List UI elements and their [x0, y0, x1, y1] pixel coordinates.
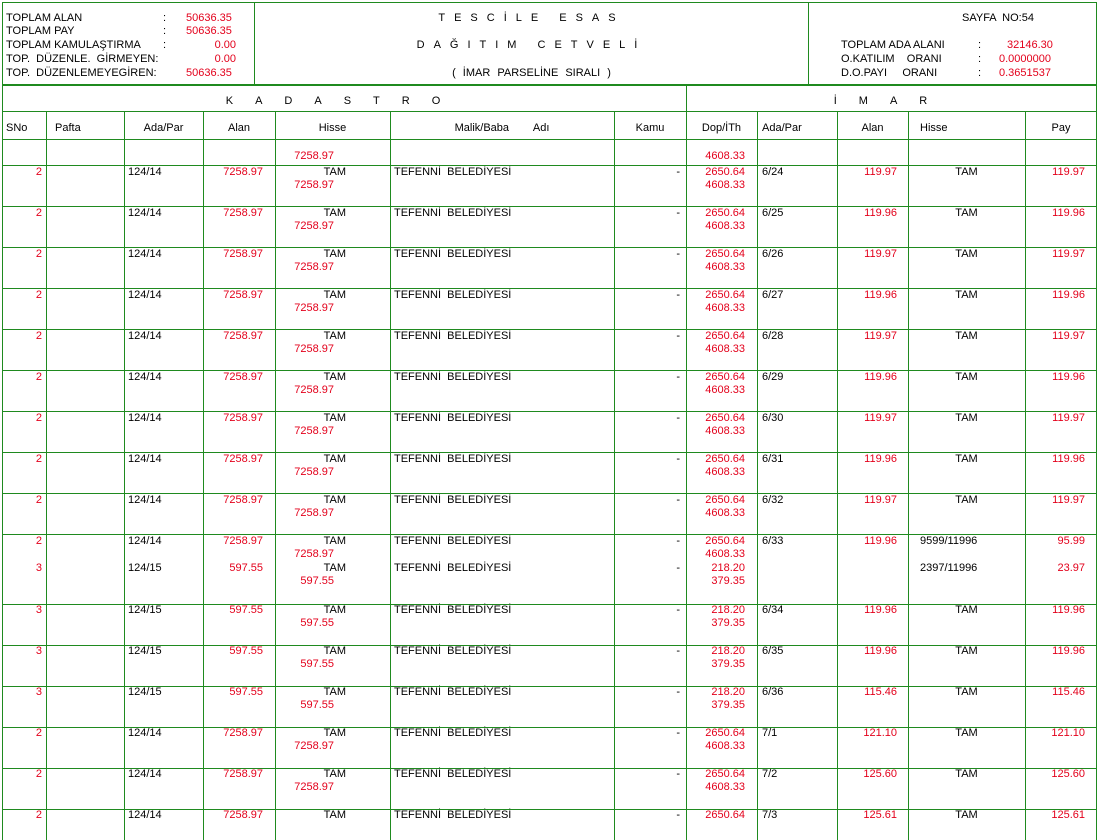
cell-imar-hisse: TAM	[955, 412, 978, 424]
cell-imar-hisse: TAM	[955, 809, 978, 821]
cell-sno: 2	[35, 727, 42, 739]
cell-imar-adapar: 7/1	[762, 727, 778, 739]
summary-label: TOP. DÜZENLEMEYEGİREN:	[6, 67, 157, 79]
summary-value: 50636.35	[186, 25, 232, 37]
cell-adapar: 124/15	[128, 686, 162, 698]
cell-alan: 597.55	[229, 645, 263, 657]
cell-imar-adapar: 6/36	[762, 686, 784, 698]
cell-hisse: TAM	[323, 248, 346, 260]
cell-dop: 218.20	[711, 645, 745, 657]
cell-alan: 7258.97	[223, 494, 263, 506]
summary-label: TOPLAM ALAN	[6, 12, 83, 24]
row-divider	[2, 645, 1097, 646]
cell-kamu: -	[676, 686, 680, 698]
cell-pay: 119.96	[1052, 604, 1085, 616]
row-divider	[2, 604, 1097, 605]
cell-malik: TEFENNİ BELEDİYESİ	[394, 371, 512, 383]
cell-alan: 7258.97	[223, 371, 263, 383]
cell-kamu: -	[676, 562, 680, 574]
col-line	[46, 111, 47, 840]
col-malik: Malik/Baba Adı	[454, 122, 550, 134]
cell-dop2: 4608.33	[705, 261, 745, 273]
section-divider	[2, 111, 1097, 112]
row-divider	[2, 165, 1097, 166]
row-divider	[2, 686, 1097, 687]
cell-hisse2: 7258.97	[294, 384, 334, 396]
cell-dop: 2650.64	[705, 248, 745, 260]
cell-pay: 119.97	[1052, 494, 1085, 506]
section-kadastro: KADASTRO	[225, 95, 463, 107]
cell-hisse2: 597.55	[300, 575, 334, 587]
cell-dop2: 379.35	[711, 617, 745, 629]
summary-sep: :	[163, 39, 167, 51]
cell-pay: 119.96	[1052, 289, 1085, 301]
cell-adapar: 124/14	[128, 207, 162, 219]
cell-imar-hisse: TAM	[955, 768, 978, 780]
cell-adapar: 124/14	[128, 768, 162, 780]
cell-kamu: -	[676, 289, 680, 301]
carry-hisse: 7258.97	[294, 150, 334, 162]
cell-imar-adapar: 7/3	[762, 809, 778, 821]
cell-hisse2: 7258.97	[294, 343, 334, 355]
cell-adapar: 124/14	[128, 494, 162, 506]
cell-sno: 2	[35, 768, 42, 780]
cell-dop: 218.20	[711, 562, 745, 574]
summary-sep: :	[978, 53, 982, 65]
cell-imar-alan: 121.10	[863, 727, 897, 739]
cell-pay: 119.97	[1052, 248, 1085, 260]
cell-imar-alan: 119.96	[864, 453, 897, 465]
cell-dop2: 4608.33	[705, 220, 745, 232]
row-divider	[2, 727, 1097, 728]
row-divider	[2, 288, 1097, 289]
cell-dop: 2650.64	[705, 494, 745, 506]
cell-imar-alan: 119.97	[864, 166, 897, 178]
row-divider	[2, 534, 1097, 535]
title-line-2: DAĞITIM CETVELİ	[416, 39, 647, 51]
title-line-3: ( İMAR PARSELİNE SIRALI )	[452, 67, 611, 79]
cell-alan: 7258.97	[223, 535, 263, 547]
cell-adapar: 124/14	[128, 248, 162, 260]
cell-alan: 7258.97	[223, 330, 263, 342]
cell-hisse: TAM	[323, 604, 346, 616]
cell-imar-hisse: TAM	[955, 727, 978, 739]
cell-sno: 2	[35, 809, 42, 821]
cell-hisse: TAM	[323, 562, 346, 574]
cell-adapar: 124/14	[128, 166, 162, 178]
col-hisse: Hisse	[318, 122, 347, 134]
cell-kamu: -	[676, 371, 680, 383]
cell-adapar: 124/15	[128, 562, 162, 574]
cell-dop2: 4608.33	[705, 384, 745, 396]
cell-pay: 119.97	[1052, 166, 1085, 178]
cell-imar-hisse: TAM	[955, 371, 978, 383]
page-number: SAYFA NO:54	[962, 12, 1034, 24]
cell-hisse2: 7258.97	[294, 220, 334, 232]
cell-hisse: TAM	[323, 371, 346, 383]
cell-adapar: 124/14	[128, 289, 162, 301]
cell-sno: 2	[35, 494, 42, 506]
col-adapar: Ada/Par	[143, 122, 184, 134]
cell-adapar: 124/14	[128, 371, 162, 383]
cell-hisse: TAM	[323, 768, 346, 780]
cell-dop: 2650.64	[705, 412, 745, 424]
cell-malik: TEFENNİ BELEDİYESİ	[394, 809, 512, 821]
section-imar: İMAR	[833, 95, 950, 107]
cell-dop2: 379.35	[711, 699, 745, 711]
cell-adapar: 124/14	[128, 330, 162, 342]
col-alan: Alan	[227, 122, 251, 134]
title-line-1: TESCİLE ESAS	[438, 12, 625, 24]
cell-hisse2: 7258.97	[294, 302, 334, 314]
cell-dop2: 4608.33	[705, 466, 745, 478]
cell-dop2: 379.35	[711, 575, 745, 587]
cell-imar-alan: 119.96	[864, 289, 897, 301]
col-imar-alan: Alan	[861, 122, 884, 134]
cell-dop2: 4608.33	[705, 425, 745, 437]
cell-kamu: -	[676, 412, 680, 424]
cell-hisse2: 7258.97	[294, 507, 334, 519]
cell-alan: 597.55	[229, 562, 263, 574]
cell-imar-alan: 119.96	[864, 535, 897, 547]
cell-hisse: TAM	[323, 289, 346, 301]
cell-hisse: TAM	[323, 535, 346, 547]
cell-dop2: 4608.33	[705, 740, 745, 752]
row-divider	[2, 493, 1097, 494]
cell-imar-hisse: TAM	[955, 453, 978, 465]
cell-imar-hisse: TAM	[955, 166, 978, 178]
cell-imar-adapar: 6/35	[762, 645, 784, 657]
summary-value: 0.00	[214, 53, 236, 65]
col-line	[124, 111, 125, 840]
cell-kamu: -	[676, 535, 680, 547]
cell-dop: 218.20	[711, 686, 745, 698]
cell-hisse: TAM	[323, 412, 346, 424]
summary-sep: :	[163, 12, 167, 24]
header-divider	[2, 139, 1097, 140]
cell-imar-alan: 125.60	[863, 768, 897, 780]
cell-hisse2: 7258.97	[294, 261, 334, 273]
cell-hisse: TAM	[323, 207, 346, 219]
cell-pay: 125.60	[1051, 768, 1085, 780]
cell-sno: 2	[35, 207, 42, 219]
cell-sno: 2	[35, 166, 42, 178]
cell-dop2: 4608.33	[705, 302, 745, 314]
cell-adapar: 124/14	[128, 809, 162, 821]
cell-adapar: 124/14	[128, 727, 162, 739]
cell-imar-hisse: 2397/11996	[920, 562, 978, 574]
cell-imar-hisse: TAM	[955, 289, 978, 301]
cell-alan: 7258.97	[223, 248, 263, 260]
summary-sep: :	[978, 39, 982, 51]
cell-adapar: 124/15	[128, 604, 162, 616]
cell-imar-alan: 119.97	[864, 412, 897, 424]
cell-alan: 7258.97	[223, 453, 263, 465]
cell-malik: TEFENNİ BELEDİYESİ	[394, 330, 512, 342]
cell-imar-hisse: 9599/11996	[920, 535, 978, 547]
cell-dop: 2650.64	[705, 727, 745, 739]
cell-malik: TEFENNİ BELEDİYESİ	[394, 412, 512, 424]
cell-dop2: 4608.33	[705, 507, 745, 519]
cell-dop: 218.20	[711, 604, 745, 616]
summary-sep: :	[978, 67, 982, 79]
cell-alan: 597.55	[229, 604, 263, 616]
row-divider	[2, 411, 1097, 412]
col-imar-hisse: Hisse	[920, 122, 948, 134]
cell-hisse: TAM	[323, 809, 346, 821]
cell-imar-adapar: 6/32	[762, 494, 784, 506]
cell-hisse: TAM	[323, 330, 346, 342]
cell-imar-alan: 119.96	[864, 604, 897, 616]
cell-malik: TEFENNİ BELEDİYESİ	[394, 453, 512, 465]
cell-pay: 119.97	[1052, 412, 1085, 424]
cell-dop: 2650.64	[705, 809, 745, 821]
cell-adapar: 124/14	[128, 453, 162, 465]
cell-hisse2: 597.55	[300, 658, 334, 670]
summary-value: 0.3651537	[999, 67, 1051, 79]
cell-kamu: -	[676, 768, 680, 780]
cell-dop: 2650.64	[705, 166, 745, 178]
cell-sno: 2	[35, 371, 42, 383]
cell-dop: 2650.64	[705, 371, 745, 383]
row-divider	[2, 768, 1097, 769]
row-divider	[2, 206, 1097, 207]
cell-dop2: 379.35	[711, 658, 745, 670]
cell-hisse2: 7258.97	[294, 425, 334, 437]
col-imar-adapar: Ada/Par	[762, 122, 802, 134]
cell-imar-alan: 125.61	[863, 809, 897, 821]
cell-alan: 7258.97	[223, 207, 263, 219]
cell-kamu: -	[676, 166, 680, 178]
cell-sno: 3	[35, 645, 42, 657]
cell-pay: 121.10	[1051, 727, 1085, 739]
row-divider	[2, 247, 1097, 248]
cell-adapar: 124/14	[128, 412, 162, 424]
cell-dop: 2650.64	[705, 768, 745, 780]
cell-malik: TEFENNİ BELEDİYESİ	[394, 727, 512, 739]
summary-label: O.KATILIM ORANI	[841, 53, 942, 65]
cell-imar-adapar: 6/28	[762, 330, 784, 342]
col-kamu: Kamu	[635, 122, 665, 134]
cell-imar-hisse: TAM	[955, 248, 978, 260]
cell-alan: 7258.97	[223, 727, 263, 739]
summary-label: TOPLAM PAY	[6, 25, 75, 37]
cell-kamu: -	[676, 604, 680, 616]
cell-pay: 115.46	[1052, 686, 1085, 698]
cell-imar-alan: 119.97	[864, 330, 897, 342]
cell-alan: 7258.97	[223, 289, 263, 301]
cell-hisse2: 597.55	[300, 617, 334, 629]
col-line	[614, 111, 615, 840]
cell-malik: TEFENNİ BELEDİYESİ	[394, 768, 512, 780]
cell-alan: 597.55	[229, 686, 263, 698]
summary-value: 32146.30	[1007, 39, 1053, 51]
row-divider	[2, 329, 1097, 330]
col-dop: Dop/İTh	[701, 122, 742, 134]
col-line	[390, 111, 391, 840]
cell-malik: TEFENNİ BELEDİYESİ	[394, 207, 512, 219]
cell-pay: 119.97	[1052, 330, 1085, 342]
cell-hisse2: 7258.97	[294, 179, 334, 191]
cell-imar-hisse: TAM	[955, 604, 978, 616]
cell-hisse2: 7258.97	[294, 781, 334, 793]
cell-sno: 3	[35, 686, 42, 698]
cell-malik: TEFENNİ BELEDİYESİ	[394, 535, 512, 547]
cell-pay: 119.96	[1052, 453, 1085, 465]
cell-sno: 3	[35, 562, 42, 574]
summary-label: D.O.PAYI ORANI	[841, 67, 938, 79]
cell-imar-adapar: 6/33	[762, 535, 784, 547]
cell-hisse: TAM	[323, 494, 346, 506]
row-divider	[2, 809, 1097, 810]
summary-value: 0.00	[214, 39, 236, 51]
cell-adapar: 124/15	[128, 645, 162, 657]
cell-alan: 7258.97	[223, 768, 263, 780]
cell-dop: 2650.64	[705, 289, 745, 301]
cell-hisse: TAM	[323, 727, 346, 739]
cell-malik: TEFENNİ BELEDİYESİ	[394, 604, 512, 616]
cell-dop: 2650.64	[705, 453, 745, 465]
cell-dop: 2650.64	[705, 535, 745, 547]
summary-value: 50636.35	[186, 12, 232, 24]
cell-imar-adapar: 6/27	[762, 289, 784, 301]
cell-imar-alan: 115.46	[864, 686, 897, 698]
summary-sep: :	[163, 25, 167, 37]
cell-dop2: 4608.33	[705, 781, 745, 793]
cell-malik: TEFENNİ BELEDİYESİ	[394, 494, 512, 506]
summary-label: TOPLAM KAMULAŞTIRMA	[6, 39, 141, 51]
cell-sno: 2	[35, 535, 42, 547]
cell-hisse2: 597.55	[300, 699, 334, 711]
summary-label: TOPLAM ADA ALANI	[841, 39, 945, 51]
cell-kamu: -	[676, 248, 680, 260]
cell-imar-hisse: TAM	[955, 207, 978, 219]
cell-kamu: -	[676, 727, 680, 739]
cell-kamu: -	[676, 809, 680, 821]
cell-imar-hisse: TAM	[955, 330, 978, 342]
cell-imar-adapar: 7/2	[762, 768, 778, 780]
cell-malik: TEFENNİ BELEDİYESİ	[394, 248, 512, 260]
col-line	[757, 111, 758, 840]
cell-malik: TEFENNİ BELEDİYESİ	[394, 645, 512, 657]
cell-imar-alan: 119.97	[864, 248, 897, 260]
cell-kamu: -	[676, 645, 680, 657]
cell-dop: 2650.64	[705, 207, 745, 219]
row-divider	[2, 452, 1097, 453]
cell-imar-adapar: 6/34	[762, 604, 784, 616]
cell-imar-alan: 119.96	[864, 645, 897, 657]
cell-imar-adapar: 6/26	[762, 248, 784, 260]
row-divider	[2, 370, 1097, 371]
cell-dop2: 4608.33	[705, 548, 745, 560]
cell-imar-adapar: 6/29	[762, 371, 784, 383]
cell-sno: 2	[35, 248, 42, 260]
cell-hisse: TAM	[323, 166, 346, 178]
cell-imar-hisse: TAM	[955, 494, 978, 506]
cell-imar-hisse: TAM	[955, 686, 978, 698]
col-pay: Pay	[1051, 122, 1071, 134]
cell-hisse2: 7258.97	[294, 548, 334, 560]
cell-malik: TEFENNİ BELEDİYESİ	[394, 562, 512, 574]
cell-imar-alan: 119.96	[864, 207, 897, 219]
col-sno: SNo	[6, 122, 28, 134]
carry-dop: 4608.33	[705, 150, 745, 162]
cell-malik: TEFENNİ BELEDİYESİ	[394, 686, 512, 698]
col-pafta: Pafta	[55, 122, 81, 134]
cell-sno: 2	[35, 412, 42, 424]
cell-hisse: TAM	[323, 453, 346, 465]
cell-pay: 119.96	[1052, 207, 1085, 219]
cell-sno: 2	[35, 453, 42, 465]
cell-imar-adapar: 6/24	[762, 166, 784, 178]
cell-pay: 119.96	[1052, 371, 1085, 383]
cell-dop: 2650.64	[705, 330, 745, 342]
cell-dop2: 4608.33	[705, 179, 745, 191]
cell-sno: 2	[35, 289, 42, 301]
cell-alan: 7258.97	[223, 412, 263, 424]
cell-malik: TEFENNİ BELEDİYESİ	[394, 289, 512, 301]
summary-value: 50636.35	[186, 67, 232, 79]
cell-pay: 125.61	[1051, 809, 1085, 821]
cell-pay: 95.99	[1057, 535, 1085, 547]
summary-value: 0.0000000	[999, 53, 1051, 65]
cell-imar-adapar: 6/25	[762, 207, 784, 219]
cell-kamu: -	[676, 330, 680, 342]
cell-alan: 7258.97	[223, 166, 263, 178]
cell-alan: 7258.97	[223, 809, 263, 821]
cell-imar-alan: 119.97	[864, 494, 897, 506]
cell-hisse: TAM	[323, 686, 346, 698]
cell-imar-alan: 119.96	[864, 371, 897, 383]
cell-hisse2: 7258.97	[294, 740, 334, 752]
cell-pay: 23.97	[1057, 562, 1085, 574]
cell-kamu: -	[676, 494, 680, 506]
cell-sno: 2	[35, 330, 42, 342]
cell-kamu: -	[676, 453, 680, 465]
cell-sno: 3	[35, 604, 42, 616]
cell-kamu: -	[676, 207, 680, 219]
cell-pay: 119.96	[1052, 645, 1085, 657]
cell-hisse2: 7258.97	[294, 466, 334, 478]
cell-malik: TEFENNİ BELEDİYESİ	[394, 166, 512, 178]
cell-imar-adapar: 6/30	[762, 412, 784, 424]
summary-label: TOP. DÜZENLE. GİRMEYEN:	[6, 53, 159, 65]
cell-hisse: TAM	[323, 645, 346, 657]
cell-adapar: 124/14	[128, 535, 162, 547]
cell-imar-adapar: 6/31	[762, 453, 784, 465]
cell-imar-hisse: TAM	[955, 645, 978, 657]
cell-dop2: 4608.33	[705, 343, 745, 355]
